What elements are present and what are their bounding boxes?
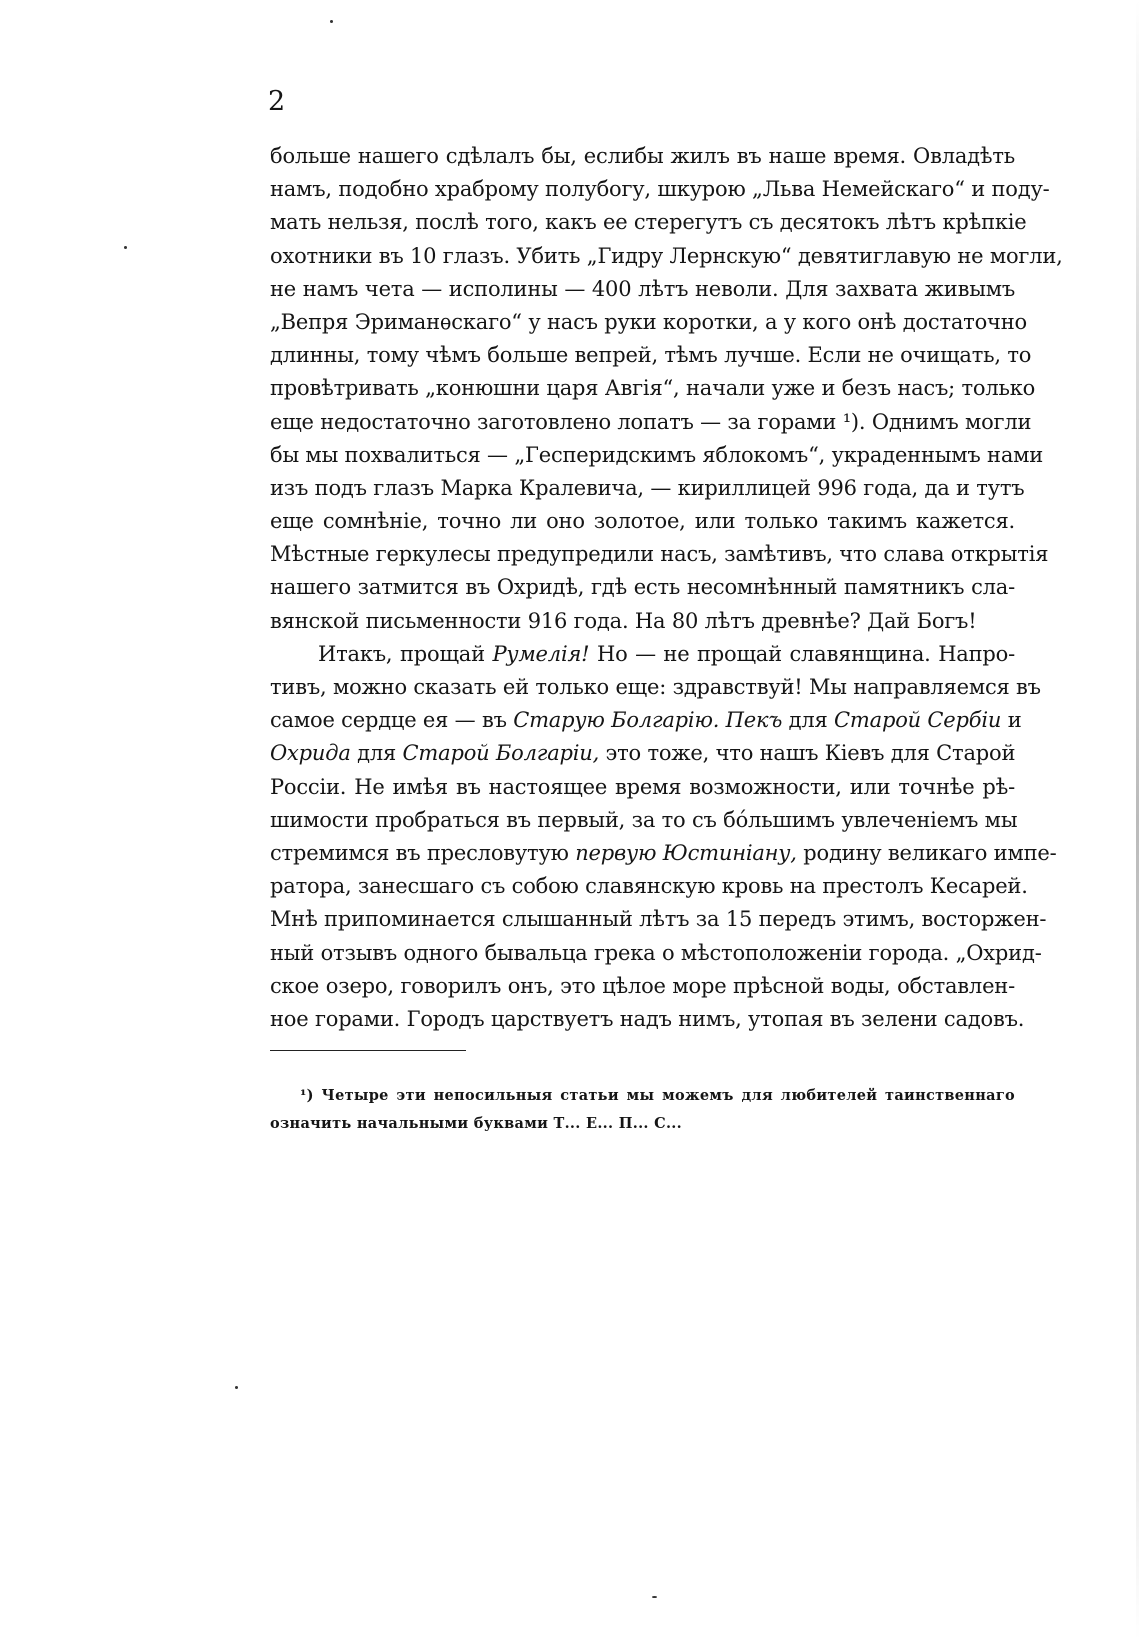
text-run: стремимся въ пресловутую	[270, 840, 576, 865]
text-line	[270, 704, 1022, 737]
text-line: длинны, тому чѣмъ больше вепрей, тѣмъ лучше. Если не очищать, то	[270, 343, 1032, 368]
text-run: родину великаго импе-	[796, 840, 1057, 865]
scan-speck	[330, 20, 333, 23]
text-line: ское озеро, говорилъ онъ, это цѣлое море прѣсной воды, обставлен-	[270, 973, 1015, 998]
text-run: самое сердце ея — въ	[270, 708, 514, 733]
text-line: ный отзывъ одного бывальца грека о мѣстоположеніи города. „Охрид-	[270, 940, 1042, 965]
text-line	[270, 737, 1015, 770]
text-line: охотники въ 10 глазъ. Убить „Гидру Лернскую“ девятиглавую не могли,	[270, 243, 1063, 268]
text-line: Россіи. Не имѣя въ настоящее время возможности, или точнѣе рѣ-	[270, 774, 1015, 799]
text-line: вянской письменности 916 года. На 80 лѣтъ древнѣе? Дай Богъ!	[270, 608, 977, 633]
text-run: и	[1001, 708, 1022, 733]
text-line: ратора, занесшаго съ собою славянскую кровь на престолъ Кесарей.	[270, 874, 1028, 899]
text-line: провѣтривать „конюшни царя Авгія“, начали уже и безъ насъ; только	[270, 376, 1036, 401]
italic-run: Румелія!	[492, 641, 590, 666]
footnote-line: означить начальными буквами Т... Е... П... С...	[270, 1115, 682, 1132]
page-number: 2	[268, 86, 286, 117]
footnotes	[270, 1082, 1015, 1138]
text-line	[270, 837, 1057, 870]
text-line: шимости пробраться въ первый, за то съ бо́льшимъ увлеченіемъ мы	[270, 807, 1018, 832]
italic-run: Охрида	[270, 741, 351, 766]
text-line: Мнѣ припоминается слышанный лѣтъ за 15 передъ этимъ, восторжен-	[270, 907, 1047, 932]
text-line: не намъ чета — исполины — 400 лѣтъ неволи. Для захвата живымъ	[270, 276, 1015, 301]
footnote-divider	[270, 1050, 466, 1051]
text-run: для	[782, 708, 835, 733]
text-line: еще недостаточно заготовлено лопатъ — за горами ¹). Однимъ могли	[270, 409, 1032, 434]
text-line	[270, 638, 1015, 671]
text-run: это тоже, что нашъ Кіевъ для Старой	[599, 741, 1016, 766]
text-run: для	[350, 741, 403, 766]
scan-speck	[124, 246, 127, 249]
italic-run: Старой Сербіи	[834, 708, 1002, 733]
text-line: мать нельзя, послѣ того, какъ ее стерегутъ съ десятокъ лѣтъ крѣпкіе	[270, 210, 1027, 235]
italic-run: Старой Болгаріи,	[402, 741, 600, 766]
italic-run: первую Юстиніану,	[575, 840, 797, 865]
scan-speck	[235, 1386, 238, 1389]
text-line: бы мы похвалиться — „Гесперидскимъ яблокомъ“, украденнымъ нами	[270, 442, 1044, 467]
scan-speck	[652, 1596, 657, 1598]
text-line: ное горами. Городъ царствуетъ надъ нимъ, утопая въ зелени садовъ.	[270, 1006, 1025, 1031]
italic-run: Старую Болгарію. Пекъ	[513, 708, 783, 733]
text-line: больше нашего сдѣлалъ бы, еслибы жилъ въ наше время. Овладѣть	[270, 144, 1015, 168]
text-run: Но — не прощай славянщина. Напро-	[589, 641, 1015, 666]
text-line: тивъ, можно сказать ей только еще: здравствуй! Мы направляемся въ	[270, 675, 1041, 699]
text-line: нашего затмится въ Охридѣ, гдѣ есть несомнѣнный памятникъ сла-	[270, 575, 1015, 600]
text-line: „Вепря Эриманѳскаго“ у насъ руки коротки, а у кого онѣ достаточно	[270, 309, 1027, 334]
page-edge-shadow	[1136, 0, 1139, 1640]
text-run: Итакъ, прощай	[318, 641, 493, 666]
text-line: Мѣстные геркулесы предупредили насъ, замѣтивъ, что слава открытія	[270, 542, 1049, 567]
text-line: еще сомнѣніе, точно ли оно золотое, или только такимъ кажется.	[270, 509, 1015, 534]
text-line: намъ, подобно храброму полубогу, шкурою „Льва Немейскаго“ и поду-	[270, 177, 1050, 202]
main-text	[270, 140, 1063, 1036]
text-line: изъ подъ глазъ Марка Кралевича, — кириллицей 996 года, да и тутъ	[270, 475, 1025, 500]
footnote-line: ¹) Четыре эти непосильныя статьи мы можемъ для любителей таинственнаго	[300, 1087, 1015, 1104]
